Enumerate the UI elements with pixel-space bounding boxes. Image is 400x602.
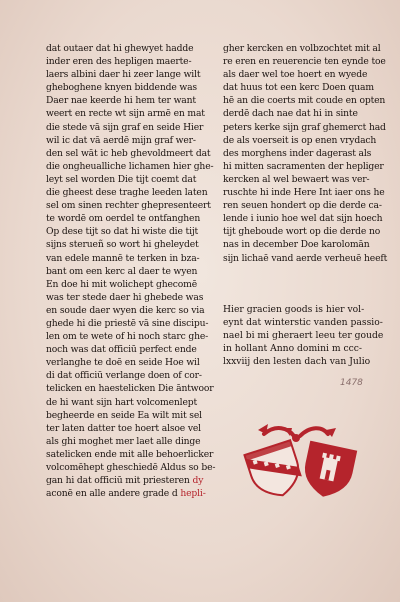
text-line: En doe hi mit wolichept ghecomē xyxy=(46,278,198,290)
text-line: inder eren des hepligen maerte- xyxy=(46,56,192,68)
text-line: die ongheualliche lichamen hier ghe- xyxy=(46,160,214,172)
text-line: gheboghene knyen biddende was xyxy=(46,82,197,94)
text-line: de hi want sijn hart volcomenlept xyxy=(46,396,198,408)
printers-device-shields xyxy=(236,418,366,498)
left-text-column xyxy=(46,42,216,500)
text-line: di dat officiū verlange doen of cor- xyxy=(46,370,202,382)
text-line: te wordē om oerdel te ontfanghen xyxy=(46,213,201,225)
text-line: kercken al wel bewaert was ver- xyxy=(223,173,370,185)
text-line: Hier gracien goods is hier vol- xyxy=(223,304,365,315)
text-line: ter laten datter toe hoert alsoe vel xyxy=(46,422,201,434)
left-shield xyxy=(244,440,305,502)
text-line: was ter stede daer hi ghebede was xyxy=(46,291,204,303)
text-line: Daer nae keerde hi hem ter want xyxy=(46,95,196,107)
text-line: gan hi dat officiū mit priesteren dy xyxy=(46,475,204,487)
text-line: van edele mannē te terken in bza- xyxy=(46,252,200,264)
text-line: hē an die coerts mit coude en opten xyxy=(223,95,386,107)
text-line: eynt dat winterstic vanden passio- xyxy=(223,317,383,329)
text-line: len om te wete of hi noch starc ghe- xyxy=(46,331,209,343)
text-line: als daer wel toe hoert en wyede xyxy=(223,69,368,81)
text-line: gher kercken en volbzochtet mit al xyxy=(223,43,381,54)
pencil-annotation: 1478 xyxy=(340,378,363,388)
text-line: ghede hi die priestē vā sine discipu- xyxy=(46,317,209,329)
right-shield xyxy=(301,442,356,500)
text-line: den sel wāt ic heb ghevoldmeert dat xyxy=(46,147,211,159)
text-line: wil ic dat vā aerdē mijn graf wer- xyxy=(46,134,196,146)
text-line: volcomēhept gheschiedē Aldus so be- xyxy=(46,462,216,473)
colophon xyxy=(223,303,384,368)
text-line: verlanghe te doē en seide Hoe wil xyxy=(46,357,200,369)
text-line: noch was dat officiū perfect ende xyxy=(46,344,197,356)
text-line: derdē dach nae dat hi in sinte xyxy=(223,108,358,120)
text-line: weert en recte wt sijn armē en mat xyxy=(46,108,205,120)
text-line: de als voerseit is op enen vrydach xyxy=(223,134,377,146)
text-line: dat huus tot een kerc Doen quam xyxy=(223,82,374,94)
text-line: lende i iunio hoe wel dat sijn hoech xyxy=(223,213,383,225)
text-line: tijt gheboude wort op die derde no xyxy=(223,226,381,238)
text-line: nas in december Doe karolomān xyxy=(223,239,370,251)
text-line: telicken en haestelicken Die āntwoor xyxy=(46,383,214,395)
text-line: Op dese tijt so dat hi wiste die tijt xyxy=(46,226,199,238)
right-text-column xyxy=(223,42,388,265)
text-line: die stede vā sijn graf en seide Hier xyxy=(46,121,204,133)
text-line: in hollant Anno domini m ccc- xyxy=(223,343,363,355)
text-line: die gheest dese traghe leeden laten xyxy=(46,187,208,199)
text-line: laers albini daer hi zeer lange wilt xyxy=(46,69,201,81)
text-line: sel om sinen rechter ghepresenteert xyxy=(46,200,211,212)
text-line: lxxviij den lesten dach van Julio xyxy=(223,356,371,368)
text-line: satelicken ende mit alle behoerlicker xyxy=(46,448,214,460)
text-line: nael bi mi gheraert leeu ter goude xyxy=(223,330,384,342)
text-line: peters kerke sijn graf ghemerct had xyxy=(223,121,386,133)
text-line: dat outaer dat hi ghewyet hadde xyxy=(46,43,194,54)
text-line: en soude daer wyen die kerc so via xyxy=(46,304,205,316)
text-line: aconē en alle andere grade d hepli- xyxy=(46,488,206,500)
text-line: sijn lichaē vand aerde verheuē heeft xyxy=(223,252,388,264)
text-line: ruschte hi inde Here Int iaer ons he xyxy=(223,187,385,199)
text-line: hi mitten sacramenten der hepliger xyxy=(223,160,384,172)
text-line: bant om een kerc al daer te wyen xyxy=(46,265,198,277)
text-line: begheerde en seide Ea wilt mit sel xyxy=(46,409,202,421)
text-line: leyt sel worden Die tijt coemt dat xyxy=(46,173,197,185)
text-line: re eren en reuerencie ten eynde toe xyxy=(223,56,386,68)
text-line: ren seuen hondert op die derde ca- xyxy=(223,200,382,212)
text-line: als ghi moghet mer laet alle dinge xyxy=(46,435,201,447)
text-line: des morghens inder dagerast als xyxy=(223,147,372,159)
text-line: sijns sterueñ so wort hi gheleydet xyxy=(46,239,199,251)
